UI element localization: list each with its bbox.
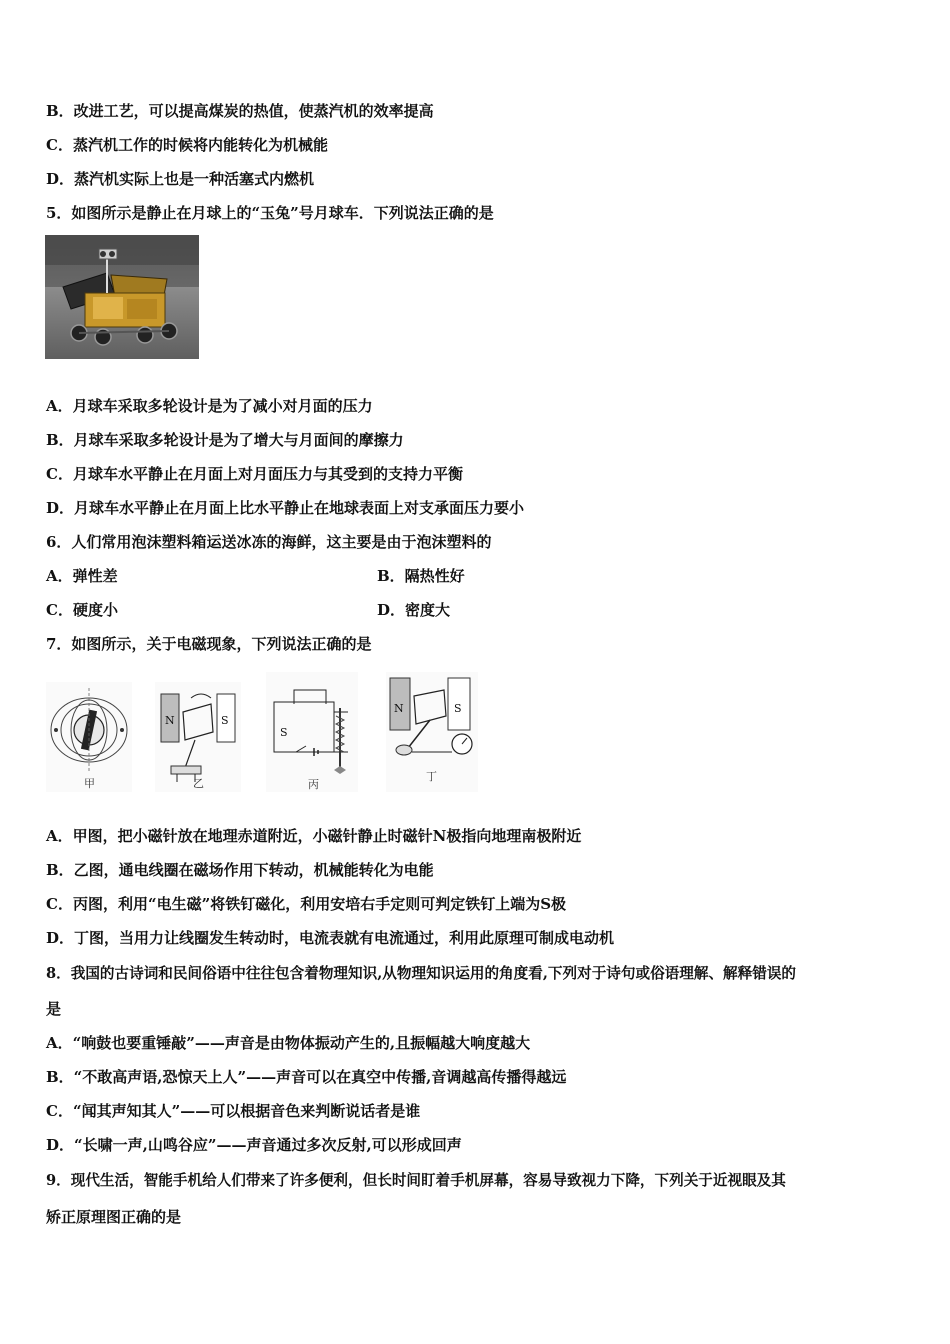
q8-option-d: D．“长啸一声,山鸣谷应”——声音通过多次反射,可以形成回声	[46, 1136, 462, 1154]
q4-option-d: D．蒸汽机实际上也是一种活塞式内燃机	[46, 170, 315, 188]
q5-option-b: B．月球车采取多轮设计是为了增大与月面间的摩擦力	[46, 431, 404, 449]
q7-option-b: B．乙图，通电线圈在磁场作用下转动，机械能转化为电能	[46, 861, 434, 879]
q5-option-c: C．月球车水平静止在月面上对月面压力与其受到的支持力平衡	[46, 465, 463, 483]
figure-ding-generator	[386, 672, 478, 792]
figure-jia-earth-magnetic-field	[46, 682, 132, 792]
figure-yi-caption: 乙	[193, 777, 204, 790]
svg-text:S: S	[454, 702, 462, 715]
q6-option-b: B．隔热性好	[377, 567, 465, 585]
q5-option-a: A．月球车采取多轮设计是为了减小对月面的压力	[46, 397, 373, 415]
figure-jia-caption: 甲	[84, 777, 95, 790]
q7-stem: 7．如图所示，关于电磁现象，下列说法正确的是	[46, 635, 372, 653]
q8-option-a: A．“响鼓也要重锤敲”——声音是由物体振动产生的,且振幅越大响度越大	[46, 1034, 531, 1052]
svg-text:S: S	[280, 726, 288, 739]
lunar-rover-photo	[45, 235, 199, 359]
figure-bing-electromagnet	[266, 672, 358, 792]
q4-option-b: B．改进工艺，可以提高煤炭的热值，使蒸汽机的效率提高	[46, 102, 434, 120]
figure-ding-caption: 丁	[426, 770, 437, 783]
q5-option-d: D．月球车水平静止在月面上比水平静止在地球表面上对支承面压力要小	[46, 499, 525, 517]
q5-stem: 5．如图所示是静止在月球上的“玉兔”号月球车．下列说法正确的是	[46, 204, 494, 222]
q8-option-b: B．“不敢高声语,恐惊天上人”——声音可以在真空中传播,音调越高传播得越远	[46, 1068, 567, 1086]
svg-text:S: S	[221, 714, 229, 727]
q6-option-a: A．弹性差	[46, 567, 118, 585]
q6-option-c: C．硬度小	[46, 601, 118, 619]
q4-option-c: C．蒸汽机工作的时候将内能转化为机械能	[46, 136, 328, 154]
svg-text:N: N	[165, 714, 175, 727]
q7-option-a: A．甲图，把小磁针放在地理赤道附近，小磁针静止时磁针N极指向地理南极附近	[46, 827, 582, 845]
q6-option-d: D．密度大	[377, 601, 451, 619]
svg-text:N: N	[394, 702, 404, 715]
q8-option-c: C．“闻其声知其人”——可以根据音色来判断说话者是谁	[46, 1102, 421, 1120]
figure-bing-caption: 丙	[308, 778, 319, 791]
q9-stem-line1: 9．现代生活，智能手机给人们带来了许多便利，但长时间盯着手机屏幕，容易导致视力下降，下列关于近视眼及其	[46, 1172, 786, 1189]
figure-yi-motor	[155, 682, 241, 792]
q9-stem-line2: 矫正原理图正确的是	[46, 1208, 182, 1226]
q8-stem-line1: 8．我国的古诗词和民间俗语中往往包含着物理知识,从物理知识运用的角度看,下列对于诗句或俗语理解、解释错误的	[46, 965, 797, 982]
q7-option-c: C．丙图，利用“电生磁”将铁钉磁化，利用安培右手定则可判定铁钉上端为S极	[46, 895, 567, 913]
q7-option-d: D．丁图，当用力让线圈发生转动时，电流表就有电流通过，利用此原理可制成电动机	[46, 929, 615, 947]
q8-stem-line2: 是	[46, 1000, 62, 1018]
q6-stem: 6．人们常用泡沫塑料箱运送冰冻的海鲜，这主要是由于泡沫塑料的	[46, 533, 492, 551]
